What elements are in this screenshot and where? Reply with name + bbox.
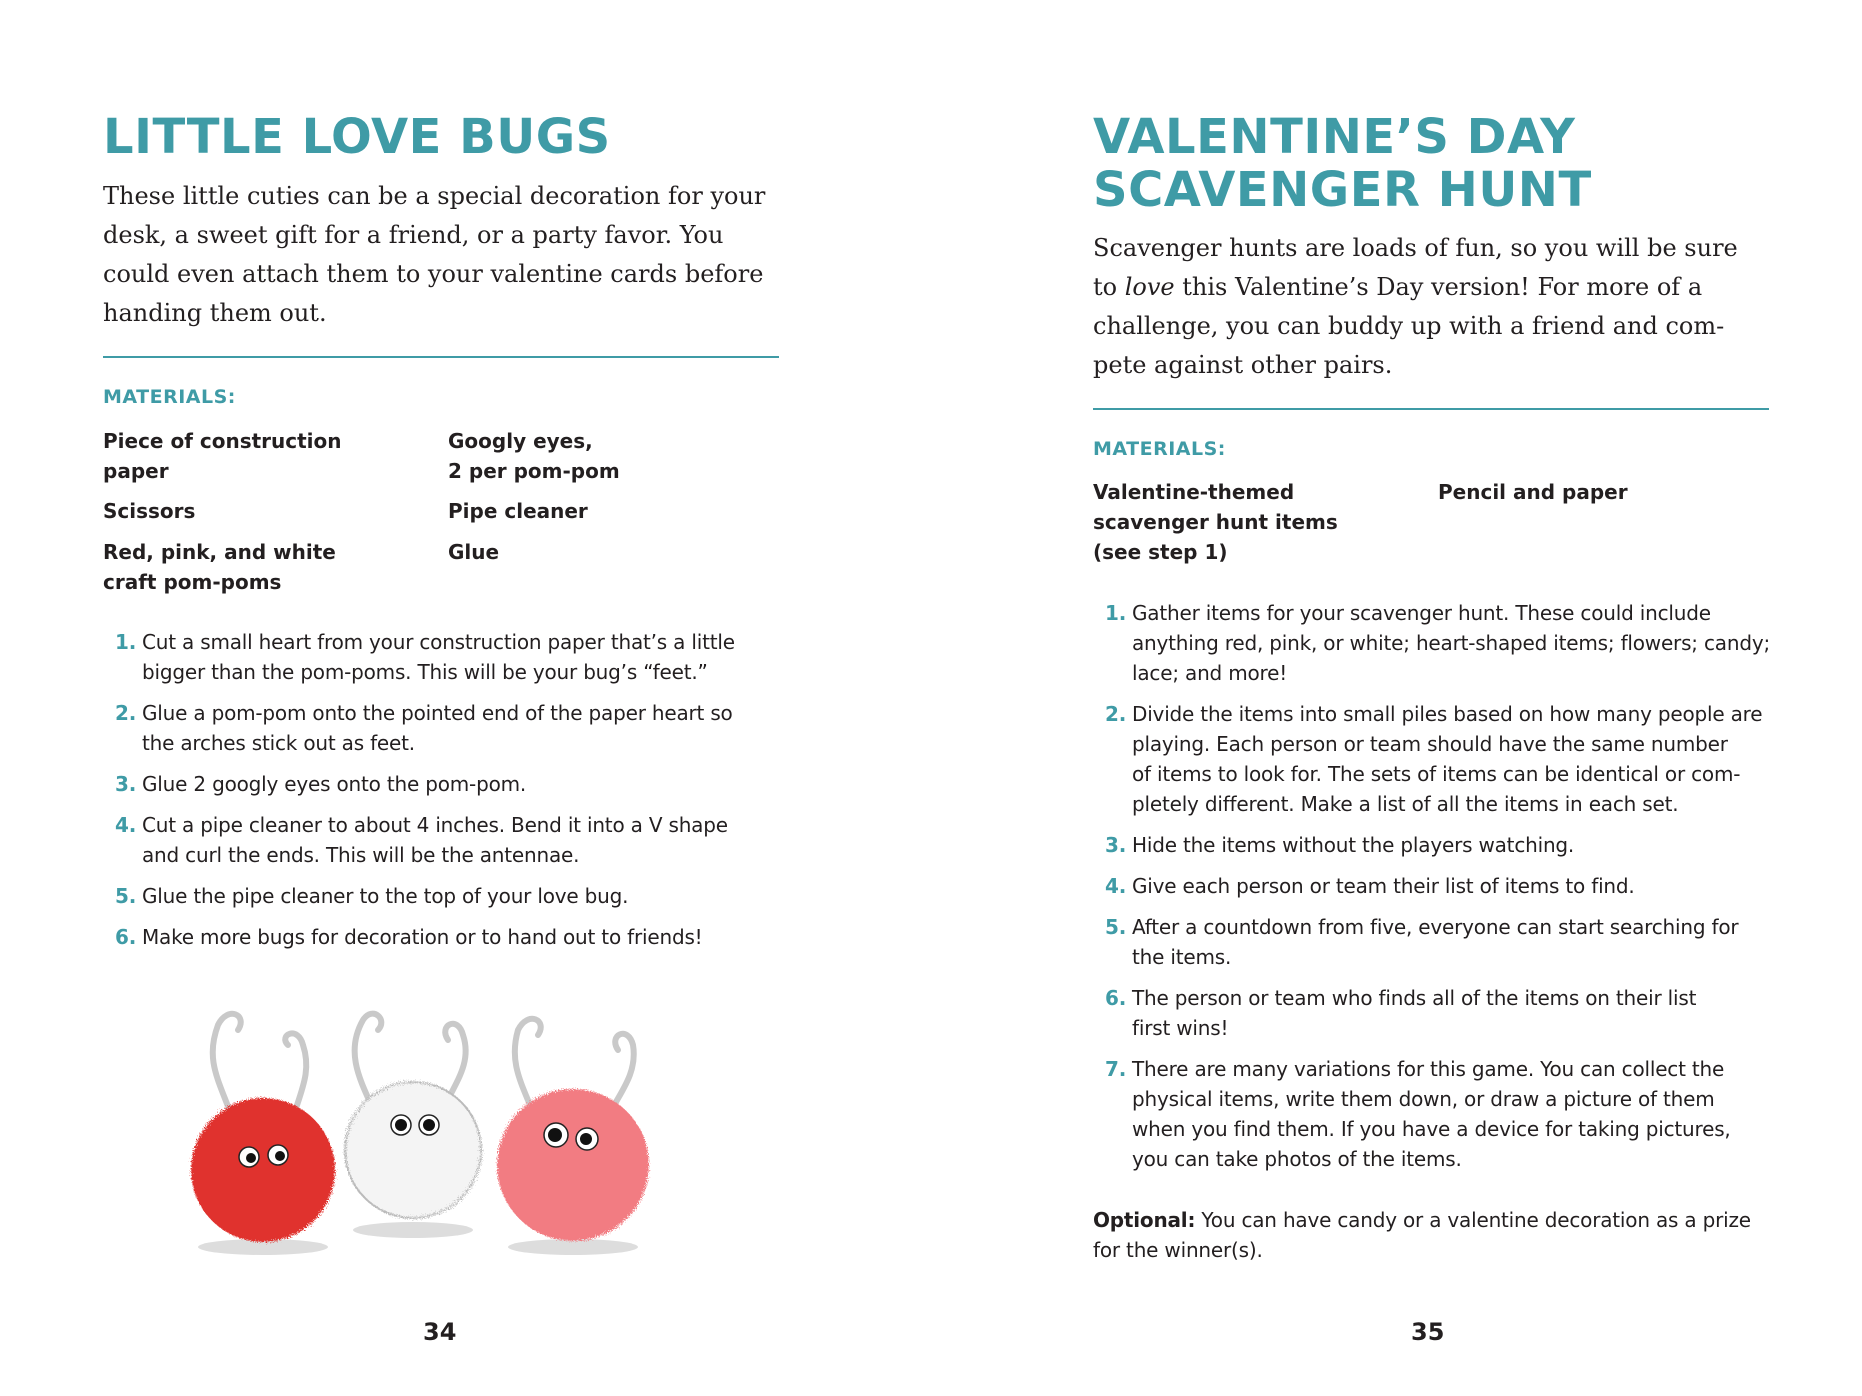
right-intro: Scavenger hunts are loads of fun, so you will be sure to love this Valentine’s Day version! For more of a challenge, you can buddy up with a friend and com- pete against other pairs. [1093, 234, 1738, 379]
step-item: 2. Divide the items into small piles based on how many people are playing. Each person or team should have the same number of items to look for. The sets of items can be identical or com- pletely different. Make a list of all the items in each set. [1105, 702, 1763, 816]
left-steps-list [103, 627, 783, 963]
step-item: 3. Glue 2 googly eyes onto the pom-pom. [115, 772, 527, 796]
love-bugs-illustration [163, 985, 723, 1267]
material-pencil-paper: Pencil and paper [1438, 480, 1628, 504]
step-item: 5. Glue the pipe cleaner to the top of your love bug. [115, 884, 629, 908]
step-item: 4. Cut a pipe cleaner to about 4 inches. Bend it into a V shape and curl the ends. This will be the antennae. [115, 813, 728, 867]
page-number-35: 35 [1411, 1318, 1445, 1346]
right-steps-list [1093, 598, 1773, 1185]
step-item: 7. There are many variations for this game. You can collect the physical items, write them down, or draw a picture of them when you find them. If you have a device for taking pictures, you can take photos of the items. [1105, 1057, 1731, 1171]
step-item: 1. Gather items for your scavenger hunt. These could include anything red, pink, or white; heart-shaped items; flowers; candy; lace; and more! [1105, 601, 1770, 685]
material-pipe-cleaner: Pipe cleaner [448, 499, 588, 523]
pink-love-bug [497, 1089, 649, 1241]
material-scavenger-items: Valentine-themed scavenger hunt items (see step 1) [1093, 480, 1338, 564]
material-googly-eyes: Googly eyes, 2 per pom-pom [448, 429, 620, 483]
right-materials-heading: MATERIALS: [1093, 438, 1226, 460]
optional-note: Optional: You can have candy or a valentine decoration as a prize for the winner(s). [1093, 1208, 1751, 1262]
step-item: 5. After a countdown from five, everyone can start searching for the items. [1105, 915, 1739, 969]
step-item: 6. The person or team who finds all of the items on their list first wins! [1105, 986, 1697, 1040]
material-pom-poms: Red, pink, and white craft pom-poms [103, 540, 336, 594]
left-materials-heading: MATERIALS: [103, 386, 236, 408]
red-love-bug [191, 1098, 335, 1242]
material-construction-paper: Piece of construction paper [103, 429, 342, 483]
step-item: 1. Cut a small heart from your construction paper that’s a little bigger than the pom-poms. This will be your bug’s “feet.” [115, 630, 735, 684]
left-divider [103, 356, 779, 358]
left-intro: These little cuties can be a special decoration for your desk, a sweet gift for a friend, or a party favor. You could even attach them to your valentine cards before handing them out. [103, 182, 766, 327]
step-item: 4. Give each person or team their list of items to find. [1105, 874, 1635, 898]
step-item: 3. Hide the items without the players watching. [1105, 833, 1575, 857]
left-page-title: LITTLE LOVE BUGS [103, 109, 611, 165]
step-item: 6. Make more bugs for decoration or to hand out to friends! [115, 925, 703, 949]
page-number-34: 34 [423, 1318, 457, 1346]
step-item: 2. Glue a pom-pom onto the pointed end of the paper heart so the arches stick out as feet. [115, 701, 733, 755]
material-glue: Glue [448, 540, 500, 564]
white-love-bug [345, 1082, 481, 1218]
right-page-title: VALENTINE’S DAY SCAVENGER HUNT [1093, 109, 1592, 218]
material-scissors: Scissors [103, 499, 196, 523]
right-divider [1093, 408, 1769, 410]
